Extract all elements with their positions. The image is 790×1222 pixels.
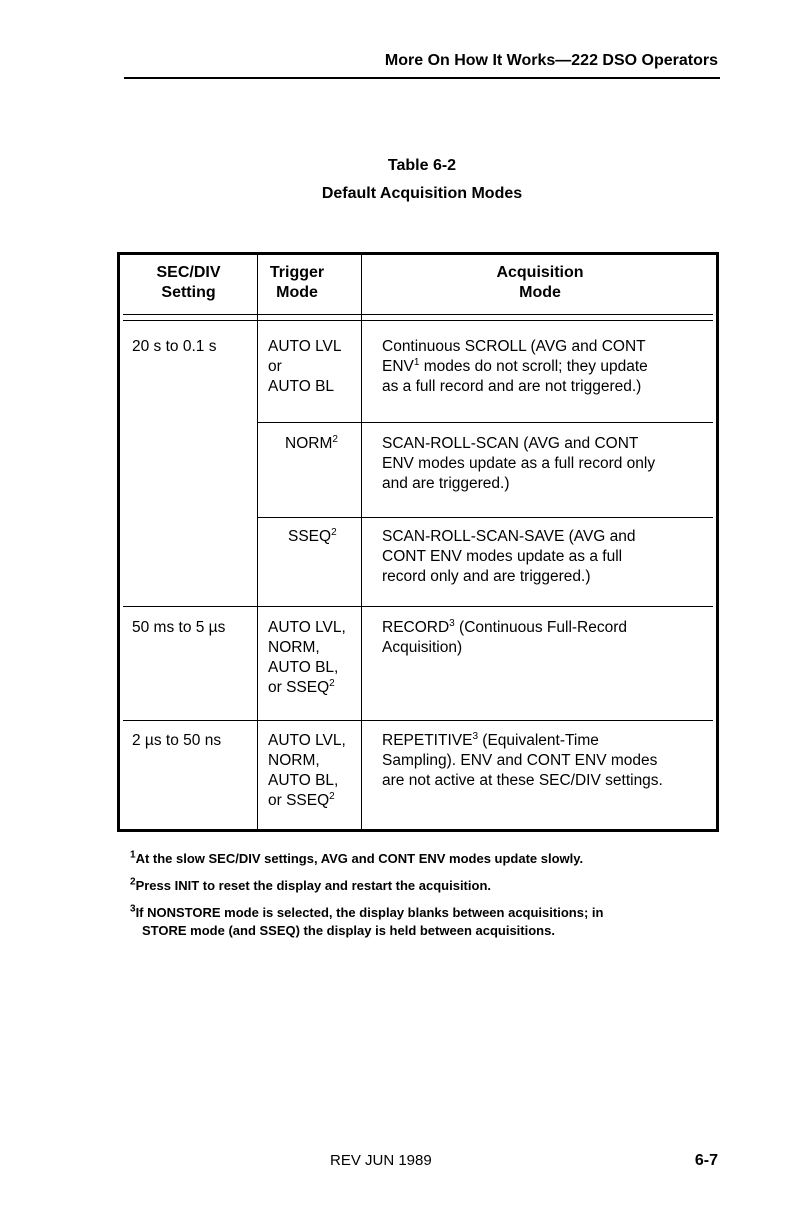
row2-divider [257,517,713,518]
row4-divider [123,720,713,721]
row3-acquisition: SCAN-ROLL-SCAN-SAVE (AVG and CONT ENV modes update as a full record only and are triggered.) [382,528,636,585]
header-trigger: Trigger Mode [269,264,325,301]
row5-acquisition: REPETITIVE$^3$ (Equivalent-Time Sampling). ENV and CONT ENV modes are not active at these SEC/DIV settings. [382,730,663,789]
row3-divider [123,606,713,607]
header-acquisition: Acquisition Mode [496,264,584,301]
row2-trigger: NORM$^2$ [285,433,338,452]
col-divider-1 [257,255,258,829]
header-secdiv: SEC/DIV Setting [156,264,221,301]
header-rule [124,77,720,79]
row1-acquisition: Continuous SCROLL (AVG and CONT ENV$^1$ modes do not scroll; they update as a full record and are not triggered.) [382,338,648,395]
col-divider-2 [361,255,362,829]
row1-divider [257,422,713,423]
header-rule-bottom [123,320,713,321]
row3-trigger: SSEQ$^2$ [288,526,337,545]
page-number: 6-7 [694,1152,718,1169]
row4-trigger: AUTO LVL, NORM, AUTO BL, or SSEQ$^2$ [268,619,346,696]
row4-acquisition: RECORD$^3$ (Continuous Full-Record Acquisition) [382,617,628,656]
table-number: Table 6-2 [387,157,457,174]
row1-trigger: AUTO LVL or AUTO BL [268,338,342,395]
footnote-1: $^1$At the slow SEC/DIV settings, AVG and CONT ENV modes update slowly. [130,849,584,866]
header-rule-top [123,314,713,315]
running-header: More On How It Works—222 DSO Operators [384,52,718,69]
row2-acquisition: SCAN-ROLL-SCAN (AVG and CONT ENV modes update as a full record only and are triggered.) [382,435,656,492]
footnote-3: $^3$If NONSTORE mode is selected, the display blanks between acquisitions; in STORE mode (and SSEQ) the display is held between acquisitions. [130,903,604,938]
row4-setting: 50 ms to 5 µs [132,619,226,636]
table-title: Default Acquisition Modes [321,185,523,202]
revision-date: REV JUN 1989 [330,1152,432,1169]
row5-setting: 2 µs to 50 ns [132,732,222,749]
footnote-2: $^2$Press INIT to reset the display and restart the acquisition. [130,876,491,893]
row5-trigger: AUTO LVL, NORM, AUTO BL, or SSEQ$^2$ [268,732,346,809]
acquisition-modes-table [117,252,719,832]
row1-setting: 20 s to 0.1 s [132,338,217,355]
